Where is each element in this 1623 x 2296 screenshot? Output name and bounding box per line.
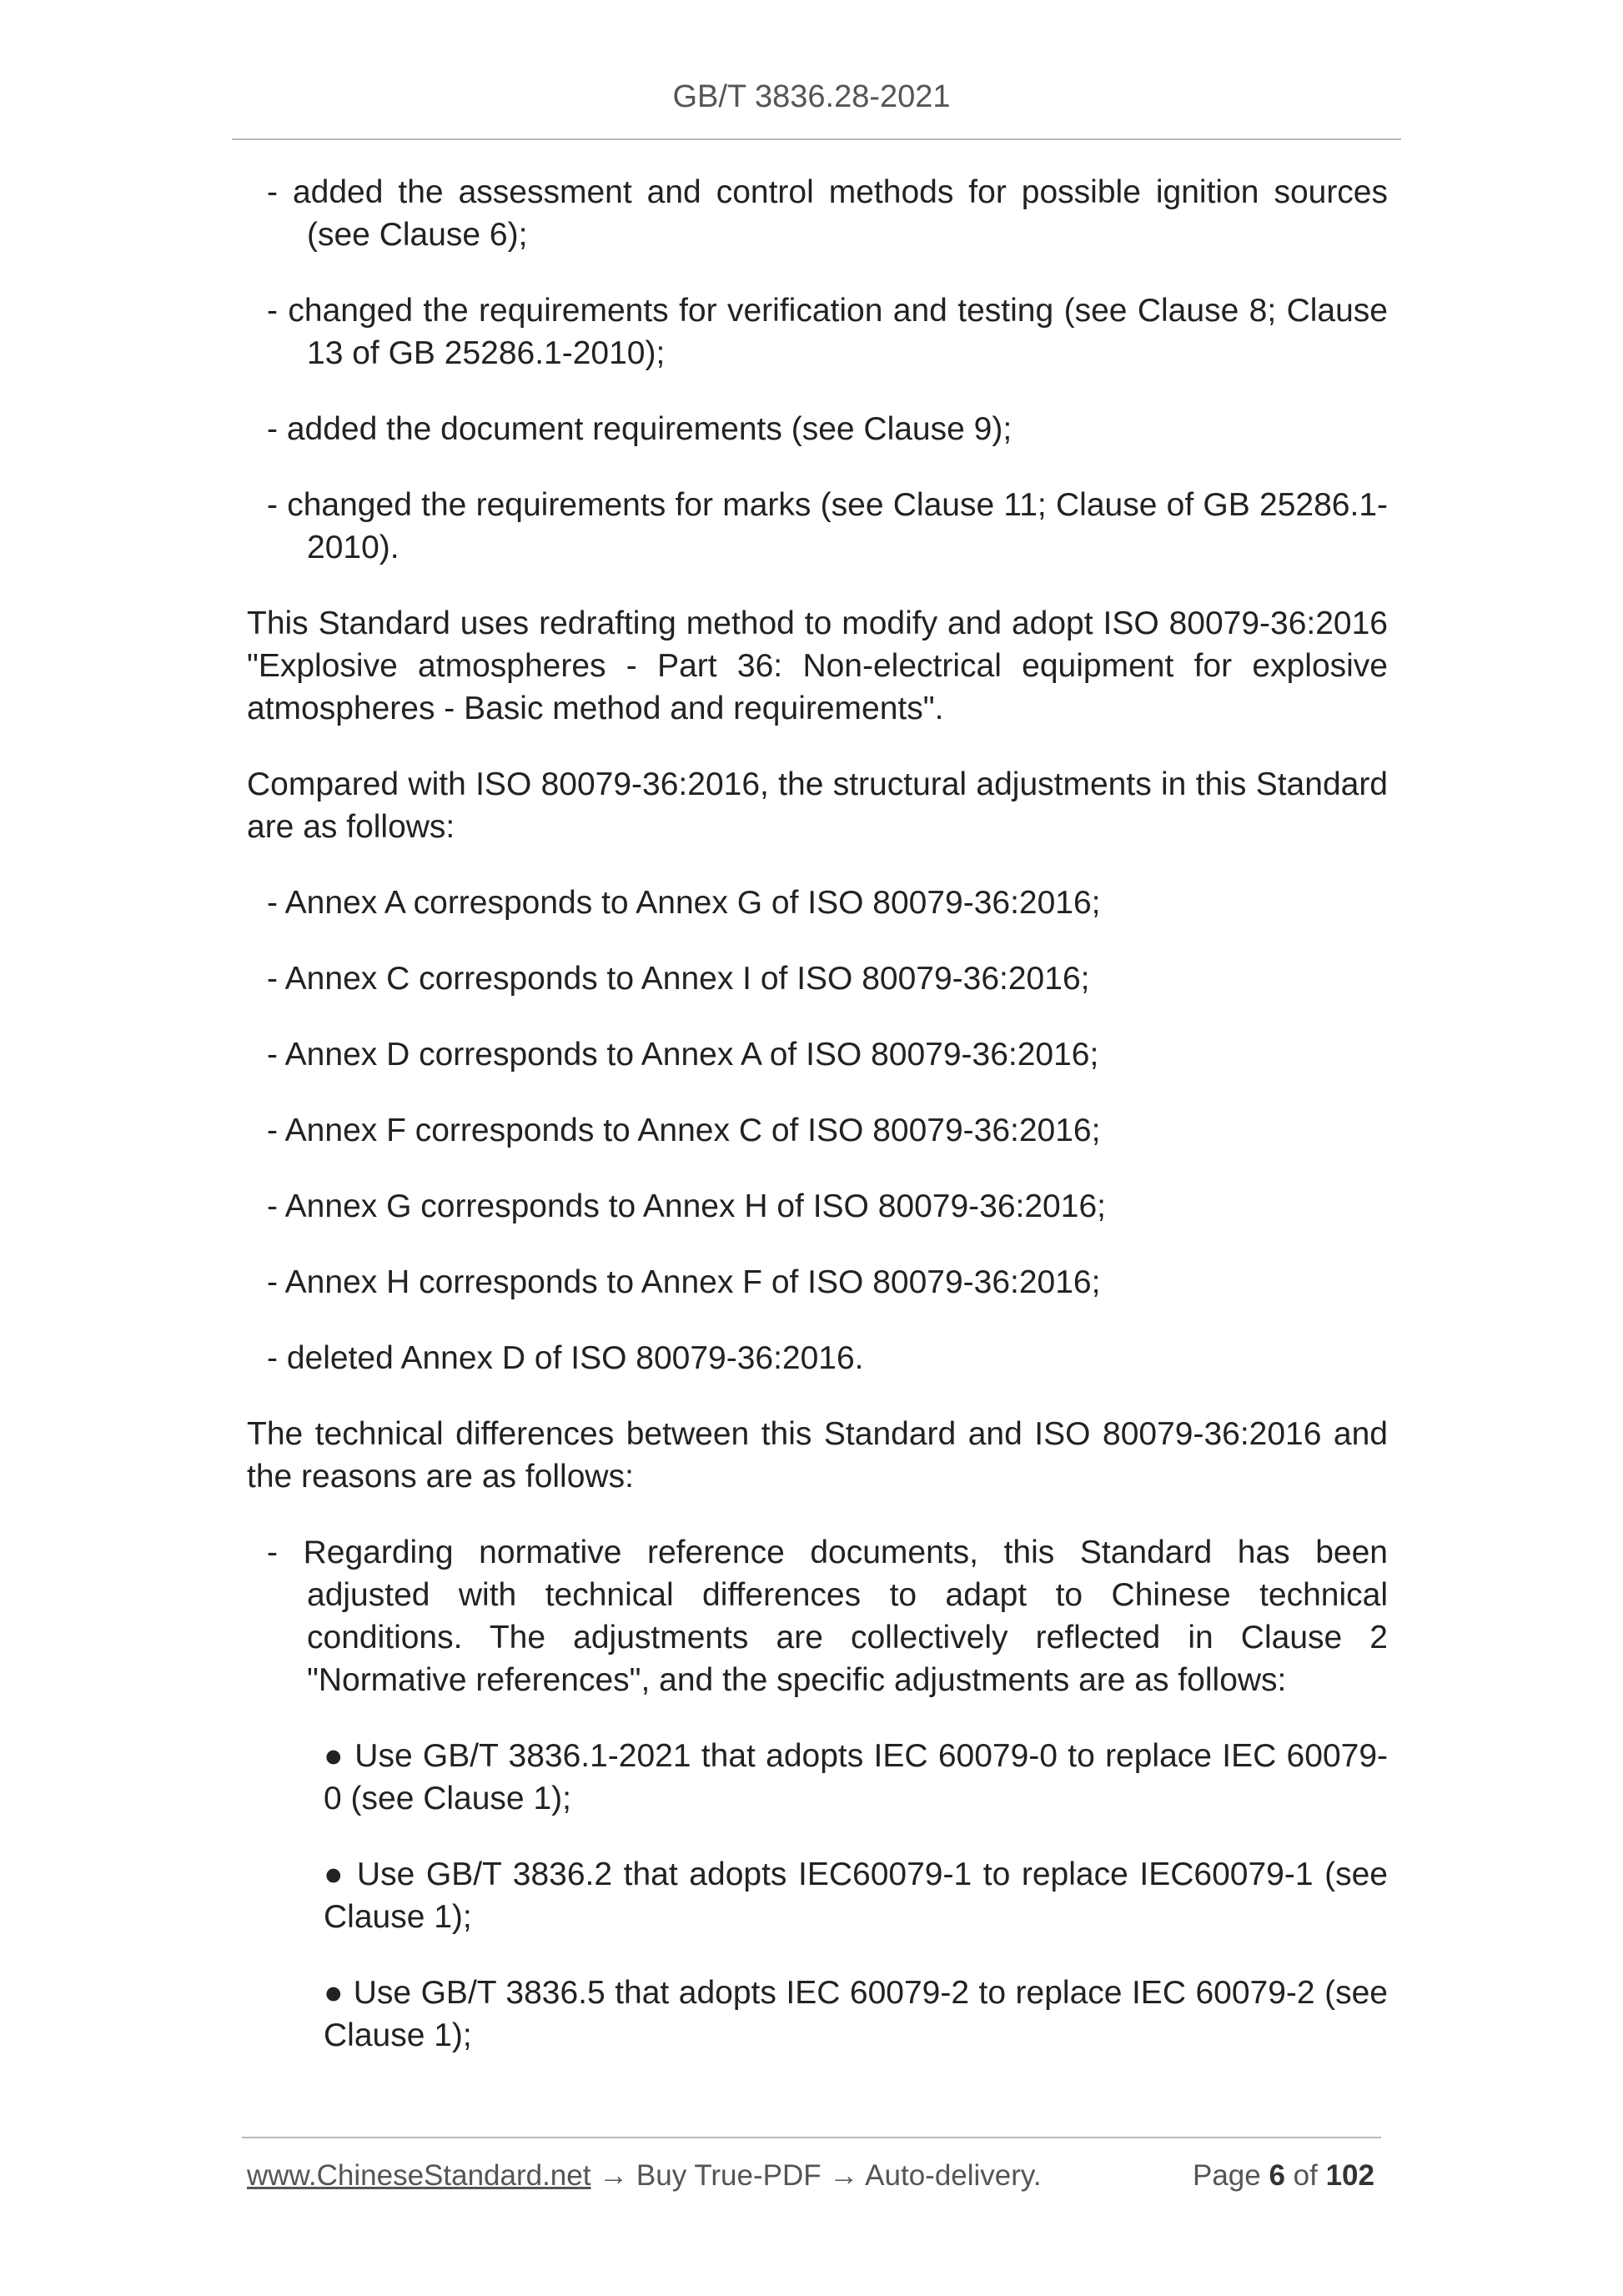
list-item: - added the assessment and control methods for possible ignition sources (see Clause 6);: [267, 174, 1388, 253]
footer-divider: [242, 2137, 1381, 2138]
bullet-item: ● Use GB/T 3836.2 that adopts IEC60079-1 to replace IEC60079-1 (see Clause 1);: [324, 1856, 1388, 1935]
footer-tagline: → Buy True-PDF → Auto-delivery.: [590, 2159, 1042, 2192]
page-indicator: [1193, 2156, 1374, 2196]
bullet-item: ● Use GB/T 3836.1-2021 that adopts IEC 60079-0 to replace IEC 60079-0 (see Clause 1);: [324, 1738, 1388, 1816]
paragraph: This Standard uses redrafting method to modify and adopt ISO 80079-36:2016 "Explosive atmospheres - Part 36: Non-electrical equipment for explosive atmospheres - Basic method and requirements".: [247, 605, 1388, 726]
page-of: of: [1293, 2159, 1318, 2192]
paragraph: Compared with ISO 80079-36:2016, the structural adjustments in this Standard are as follows:: [247, 766, 1388, 845]
bullet-item: ● Use GB/T 3836.5 that adopts IEC 60079-2 to replace IEC 60079-2 (see Clause 1);: [324, 1975, 1388, 2053]
document-header: [0, 79, 1623, 115]
list-item: - added the document requirements (see Clause 9);: [267, 411, 1012, 447]
list-item: - deleted Annex D of ISO 80079-36:2016.: [267, 1340, 864, 1376]
list-item: - changed the requirements for verification and testing (see Clause 8; Clause 13 of GB 25286.1-2010);: [267, 293, 1388, 371]
list-item: - Annex C corresponds to Annex I of ISO 80079-36:2016;: [267, 961, 1090, 997]
list-item: - Annex H corresponds to Annex F of ISO 80079-36:2016;: [267, 1264, 1101, 1300]
paragraph: The technical differences between this Standard and ISO 80079-36:2016 and the reasons are as follows:: [247, 1416, 1388, 1495]
list-item: - Annex F corresponds to Annex C of ISO 80079-36:2016;: [267, 1113, 1101, 1148]
site-link[interactable]: www.ChineseStandard.net: [247, 2159, 591, 2192]
page-body: [247, 171, 1388, 2090]
page-total: 102: [1325, 2159, 1374, 2192]
page-label: Page: [1192, 2159, 1261, 2192]
header-divider: [232, 138, 1401, 140]
document-code: GB/T 3836.28-2021: [672, 79, 951, 114]
page-current: 6: [1269, 2159, 1285, 2192]
page-footer: [247, 2156, 1374, 2196]
list-item: - Annex G corresponds to Annex H of ISO 80079-36:2016;: [267, 1188, 1106, 1224]
list-item: - Annex D corresponds to Annex A of ISO 80079-36:2016;: [267, 1037, 1099, 1073]
list-item: - changed the requirements for marks (see Clause 11; Clause of GB 25286.1-2010).: [267, 487, 1388, 565]
list-item: - Regarding normative reference documents, this Standard has been adjusted with technical differences to adapt to Chinese technical conditions. The adjustments are collectively reflected in Clause 2 "Normative references", and the specific adjustments are as follows:: [267, 1535, 1388, 1698]
list-item: - Annex A corresponds to Annex G of ISO 80079-36:2016;: [267, 885, 1101, 921]
